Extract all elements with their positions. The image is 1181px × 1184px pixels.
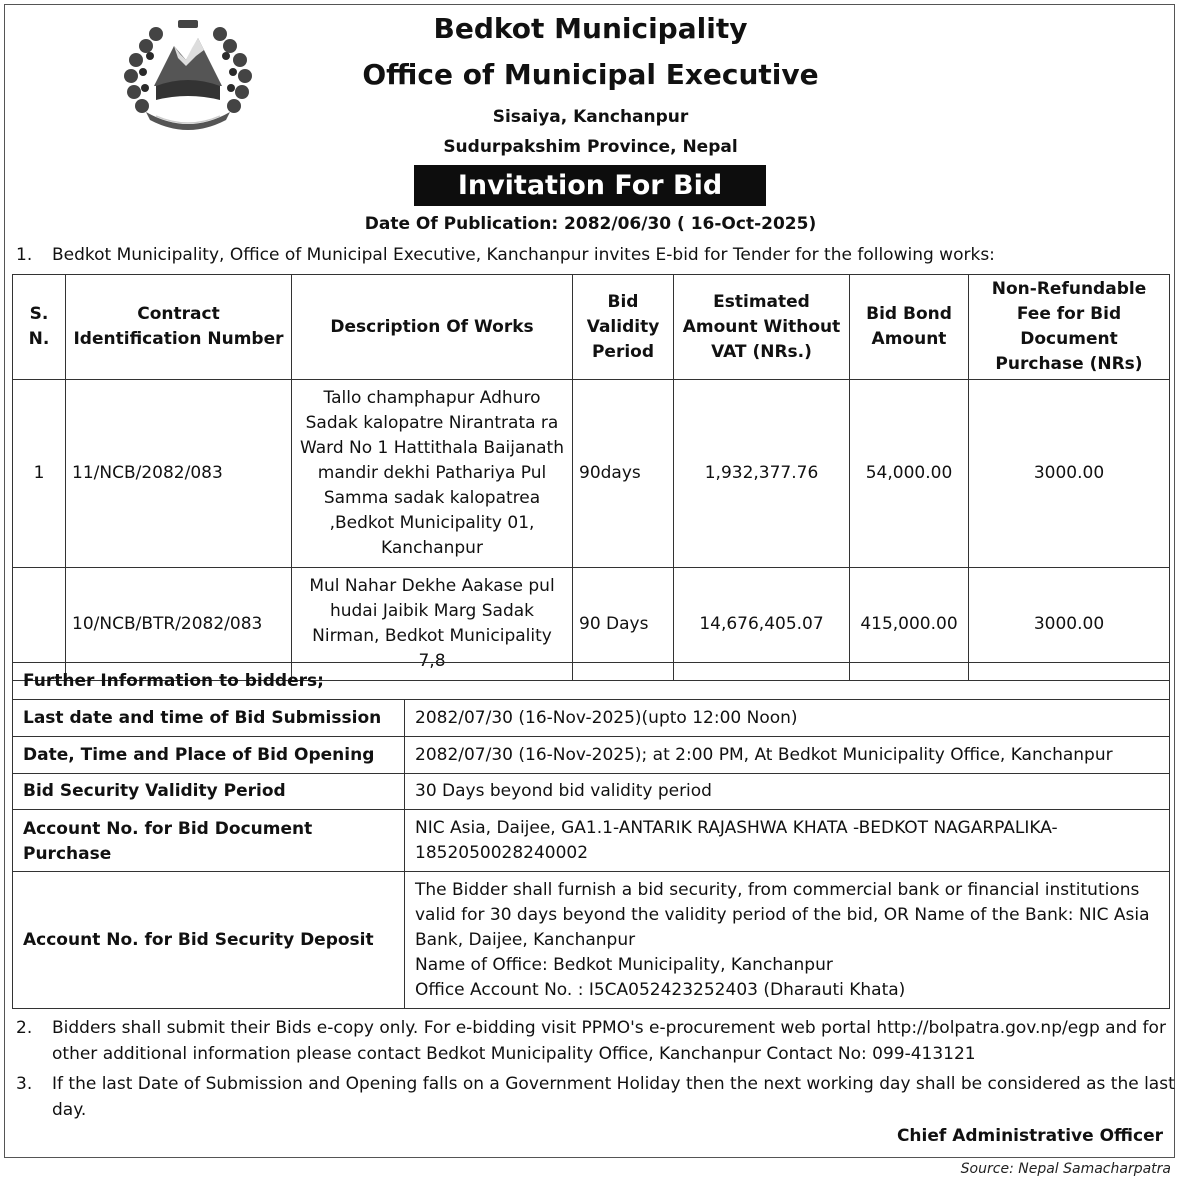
bid-table — [12, 274, 1170, 681]
cell-description: Mul Nahar Dekhe Aakase pul hudai Jaibik Marg Sadak Nirman, Bedkot Municipality 7,8 — [292, 568, 573, 681]
cell-estimated-amount: 1,932,377.76 — [674, 380, 850, 568]
intro-number: 1. — [16, 245, 33, 265]
col-header-validity: Bid Validity Period — [573, 275, 674, 380]
info-value-line: Office Account No. : I5CA052423252403 (Dharauti Khata) — [415, 979, 906, 1000]
col-header-estimated-amount: Estimated Amount Without VAT (NRs.) — [674, 275, 850, 380]
cell-contract-id: 11/NCB/2082/083 — [66, 380, 292, 568]
info-label: Last date and time of Bid Submission — [13, 700, 405, 737]
info-value-line: The Bidder shall furnish a bid security, from commercial bank or financial institutions — [415, 879, 1140, 900]
source-credit: Source: Nepal Samacharpatra — [960, 1161, 1171, 1177]
info-value-line: valid for 30 days beyond the validity period of the bid, OR Name of the Bank: NIC Asia — [415, 904, 1150, 925]
province-name: Sudurpakshim Province, Nepal — [443, 137, 738, 157]
cell-estimated-amount: 14,676,405.07 — [674, 568, 850, 681]
info-value: 30 Days beyond bid validity period — [405, 774, 1170, 810]
further-info-table — [12, 662, 1170, 1009]
note-text: Bidders shall submit their Bids e-copy only. For e-bidding visit PPMO's e-procurement web portal http://bolpatra.gov.np/egp and for other additional information please contact Bedkot Municipality Office, Kanchanpur Contact No: 099-413121 — [52, 1018, 1166, 1064]
info-row — [13, 774, 1170, 810]
cell-fee: 3000.00 — [969, 380, 1170, 568]
info-label: Date, Time and Place of Bid Opening — [13, 737, 405, 774]
cell-fee: 3000.00 — [969, 568, 1170, 681]
col-header-description: Description Of Works — [292, 275, 573, 380]
info-row — [13, 700, 1170, 737]
info-label: Account No. for Bid Document Purchase — [13, 810, 405, 872]
cell-bid-bond: 415,000.00 — [850, 568, 969, 681]
info-value: 2082/07/30 (16-Nov-2025)(upto 12:00 Noon) — [405, 700, 1170, 737]
col-header-bid-bond: Bid Bond Amount — [850, 275, 969, 380]
info-value-line: Bank, Daijee, Kanchanpur — [415, 929, 636, 950]
note-number: 2. — [16, 1018, 33, 1038]
note-text: If the last Date of Submission and Opening falls on a Government Holiday then the next working day shall be considered as the last day. — [52, 1074, 1175, 1120]
info-value-line: NIC Asia, Daijee, GA1.1-ANTARIK RAJASHWA KHATA -BEDKOT NAGARPALIKA- — [415, 817, 1058, 838]
cell-contract-id: 10/NCB/BTR/2082/083 — [66, 568, 292, 681]
info-value — [405, 872, 1170, 1009]
col-header-sn: S. N. — [13, 275, 66, 380]
info-row — [13, 737, 1170, 774]
office-location: Sisaiya, Kanchanpur — [492, 107, 689, 127]
note-number: 3. — [16, 1074, 33, 1094]
cell-sn: 1 — [13, 380, 66, 568]
info-row — [13, 810, 1170, 872]
office-name: Office of Municipal Executive — [362, 58, 819, 91]
intro-text: Bedkot Municipality, Office of Municipal Executive, Kanchanpur invites E-bid for Tender for the following works: — [52, 245, 995, 265]
municipality-name: Bedkot Municipality — [433, 12, 748, 45]
notice-title-banner: Invitation For Bid — [414, 165, 766, 206]
info-value-line: Name of Office: Bedkot Municipality, Kanchanpur — [415, 954, 833, 975]
cell-description: Tallo champhapur Adhuro Sadak kalopatre Nirantrata ra Ward No 1 Hattithala Baijanath mandir dekhi Pathariya Pul Samma sadak kalopatrea ,Bedkot Municipality 01, Kanchanpur — [292, 380, 573, 568]
cell-bid-bond: 54,000.00 — [850, 380, 969, 568]
cell-validity: 90 Days — [573, 568, 674, 681]
info-label: Bid Security Validity Period — [13, 774, 405, 810]
table-row — [13, 380, 1170, 568]
info-value-line: 1852050028240002 — [415, 842, 589, 863]
publication-date: Date Of Publication: 2082/06/30 ( 16-Oct-2025) — [364, 214, 817, 234]
col-header-contract-id: Contract Identification Number — [66, 275, 292, 380]
info-value — [405, 810, 1170, 872]
signatory-title: Chief Administrative Officer — [896, 1126, 1163, 1146]
info-value: 2082/07/30 (16-Nov-2025); at 2:00 PM, At Bedkot Municipality Office, Kanchanpur — [405, 737, 1170, 774]
info-row — [13, 872, 1170, 1009]
further-info-title: Further Information to bidders; — [13, 663, 1170, 700]
bid-table-header-row — [13, 275, 1170, 380]
cell-validity: 90days — [573, 380, 674, 568]
col-header-fee: Non-Refundable Fee for Bid Document Purchase (NRs) — [969, 275, 1170, 380]
further-info-title-row — [13, 663, 1170, 700]
info-label: Account No. for Bid Security Deposit — [13, 872, 405, 1009]
note-paragraph — [16, 1015, 1176, 1067]
note-paragraph — [16, 1071, 1176, 1123]
